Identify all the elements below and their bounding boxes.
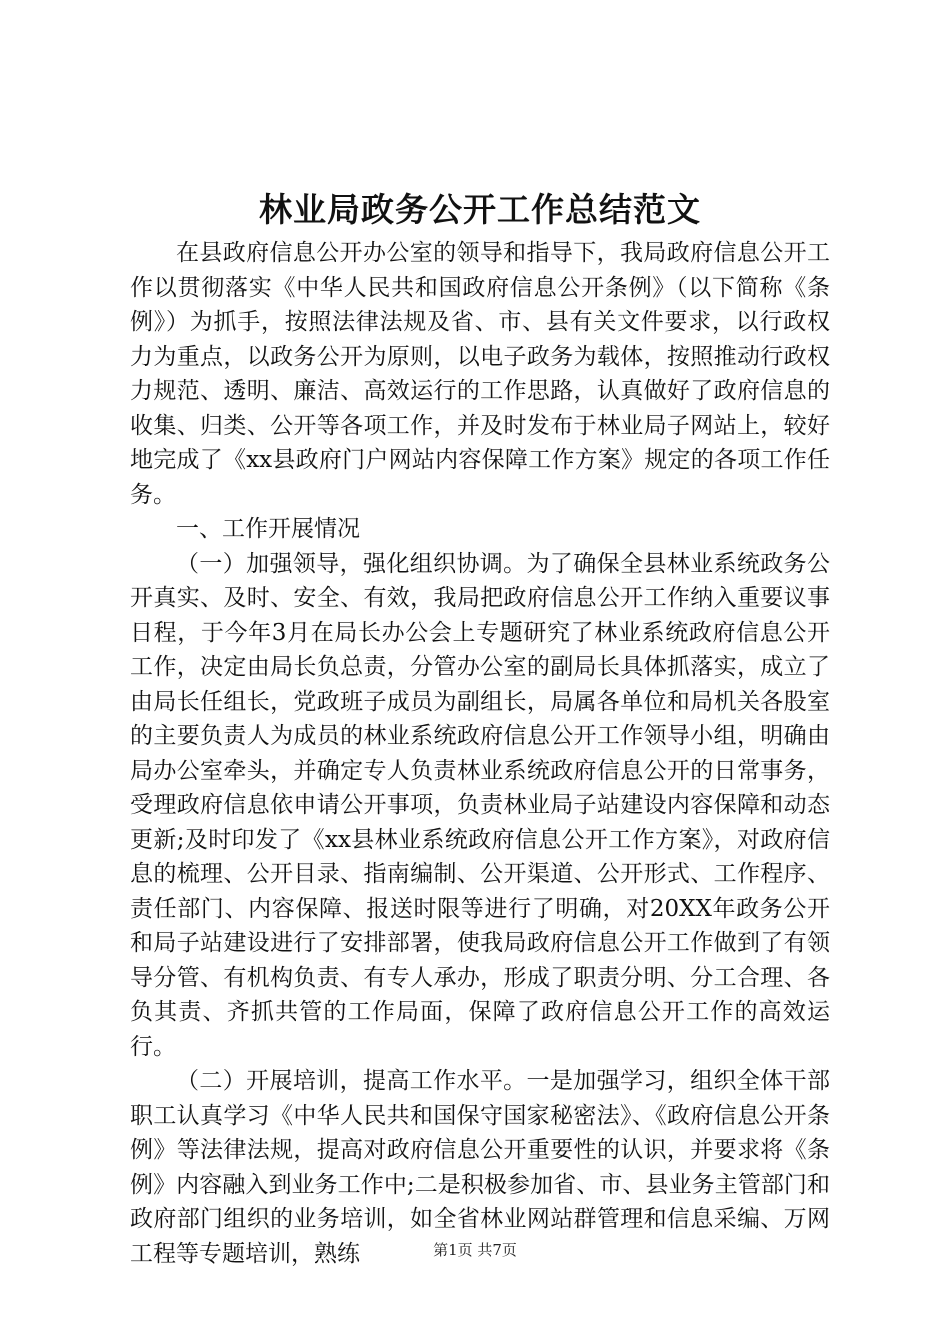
section-paragraph-1: （一）加强领导，强化组织协调。为了确保全县林业系统政务公开真实、及时、安全、有效，我局把政府信息公开工作纳入重要议事日程，于今年3月在局长办公会上专题研究了林业系统政府信息公开工作，决定由局长负总责，分管办公室的副局长具体抓落实，成立了由局长任组长，党政班子成员为副组长，局属各单位和局机关各股室的主要负责人为成员的林业系统政府信息公开工作领导小组，明确由局办公室牵头，并确定专人负责林业系统政府信息公开的日常事务，受理政府信息依申请公开事项，负责林业局子站建设内容保障和动态更新;及时印发了《xx县林业系统政府信息公开工作方案》，对政府信息的梳理、公开目录、指南编制、公开渠道、公开形式、工作程序、责任部门、内容保障、报送时限等进行了明确，对20XX年政务公开和局子站建设进行了安排部署，使我局政府信息公开工作做到了有领导分管、有机构负责、有专人承办，形成了职责分明、分工合理、各负其责、齐抓共管的工作局面，保障了政府信息公开工作的高效运行。	[130, 550, 830, 1060]
document-body	[130, 188, 830, 1271]
page-footer: 第1页 共7页	[433, 1241, 517, 1259]
document-title: 林业局政务公开工作总结范文	[259, 190, 701, 229]
section-heading: 一、工作开展情况	[176, 516, 360, 542]
section-paragraph-2: （二）开展培训，提高工作水平。一是加强学习，组织全体干部职工认真学习《中华人民共和国保守国家秘密法》、《政府信息公开条例》等法律法规，提高对政府信息公开重要性的认识，并要求将《条例》内容融入到业务工作中;二是积极参加省、市、县业务主管部门和政府部门组织的业务培训，如全省林业网站群管理和信息采编、万网工程等专题培训，熟练	[130, 1068, 830, 1267]
intro-paragraph: 在县政府信息公开办公室的领导和指导下，我局政府信息公开工作以贯彻落实《中华人民共和国政府信息公开条例》（以下简称《条例》）为抓手，按照法律法规及省、市、县有关文件要求，以行政权力为重点，以政务公开为原则，以电子政务为载体，按照推动行政权力规范、透明、廉洁、高效运行的工作思路，认真做好了政府信息的收集、归类、公开等各项工作，并及时发布于林业局子网站上，较好地完成了《xx县政府门户网站内容保障工作方案》规定的各项工作任务。	[130, 240, 830, 508]
